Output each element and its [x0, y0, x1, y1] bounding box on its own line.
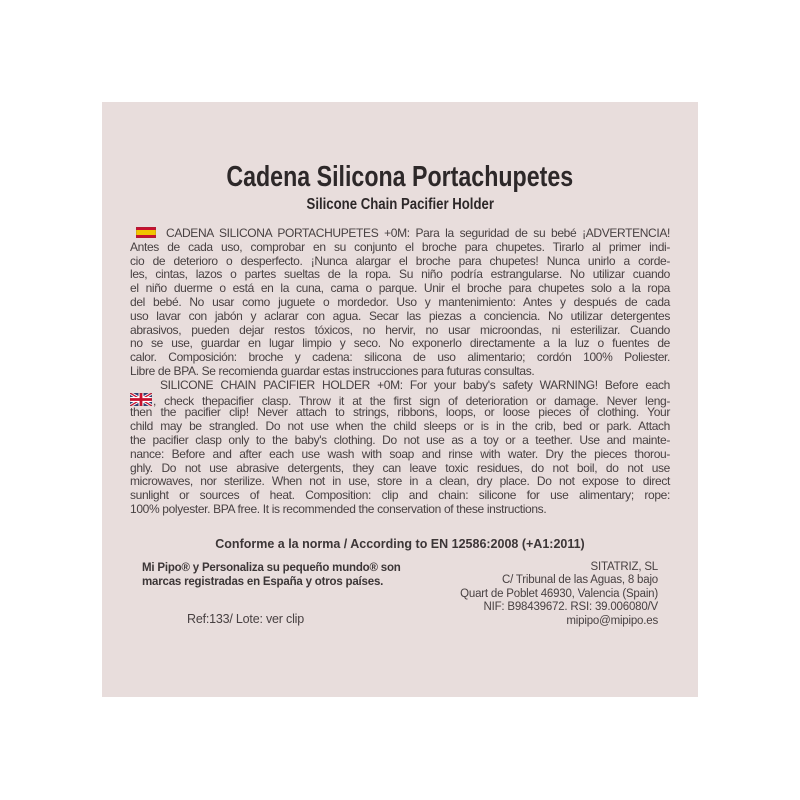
address-line: SITATRIZ, SL [590, 561, 658, 573]
body-text-segment: ghly. Do not use abrasive detergents, they can leave toxic residues, do not boil, do not use [130, 460, 670, 475]
body-text-line [130, 365, 670, 379]
address-line: mipipo@mipipo.es [566, 614, 658, 627]
trademark-line: Mi Pipo® y Personaliza su pequeño mundo® son [142, 562, 401, 574]
body-text-line [130, 268, 670, 282]
spain-flag-icon [136, 227, 156, 238]
body-text-line [130, 310, 670, 324]
body-text-segment: child may be strangled. Do not use when the child sleeps or is in the crib, bed or park. Attach [130, 419, 670, 434]
body-text-line [130, 282, 670, 296]
body-text-segment: Libre de BPA. Se recomienda guardar estas instrucciones para futuras consultas. [130, 363, 535, 378]
body-text-segment: uso lavar con jabón y aclarar con agua. Secar las piezas a conciencia. No utilizar detergentes [130, 308, 670, 323]
body-text-segment: 100% polyester. BPA free. It is recommended the conservation of these instructions. [130, 501, 547, 516]
body-text-segment: no se use, guardar en lugar limpio y seco. No exponerlo directamente a la luz o fuentes de [130, 336, 670, 351]
body-text-line [130, 324, 670, 338]
address-line: C/ Tribunal de las Aguas, 8 bajo [502, 574, 658, 587]
body-text-segment: les, cintas, lazos o partes sueltas de la ropa. Su niño podría estrangularse. No utilizar cuando [130, 267, 670, 282]
label-panel [102, 102, 698, 697]
body-text-segment: the pacifier clasp only to the baby's clothing. Do not use as a toy or a teether. Use and mainte- [130, 432, 670, 447]
body-text-line [130, 434, 670, 448]
instructions-text [130, 227, 670, 517]
uk-flag-icon [130, 393, 152, 406]
body-text-line [130, 351, 670, 365]
body-text-segment: CADENA SILICONA PORTACHUPETES +0M: Para la seguridad de su bebé ¡ADVERTENCIA! [166, 226, 670, 240]
body-text-segment: , check thepacifier clasp. Throw it at the first sign of deterioration or damage. Never leng- [153, 393, 670, 408]
body-text-segment: el niño duerme o está en la cuna, cama o parque. Unir el broche para chupetes solo a la ropa [130, 281, 670, 296]
body-text-segment: abrasivos, pueden dejar restos tóxicos, no hervir, no usar microondas, ni esterilizar. Cuando [130, 322, 670, 337]
ref-lote-note: Ref:133/ Lote: ver clip [187, 612, 304, 626]
body-text-segment: microwaves, nor sterilize. When not in use, store in a clean, dry place. Do not expose to direct [130, 474, 670, 489]
body-text-segment: calor. Composición: broche y cadena: silicona de uso alimentario; cordón 100% Poliester. [130, 350, 670, 365]
company-address [338, 561, 658, 628]
trademark-line: marcas registradas en España y otros países. [142, 576, 384, 589]
body-text-line [130, 227, 670, 241]
body-text-segment: then the pacifier clip! Never attach to strings, ribbons, loops, or loose pieces of clothing. Your [130, 405, 670, 420]
address-line: Quart de Poblet 46930, Valencia (Spain) [460, 587, 658, 600]
body-text-segment: sunlight or sources of heat. Composition: clip and chain: silicone for use alimentary; rope: [130, 488, 670, 503]
product-title: Cadena Silicona Portachupetes [226, 161, 574, 193]
body-text-segment: cio de deterioro o desperfecto. ¡Nunca alargar el broche para chupetes! Nunca unirlo a corde- [130, 253, 670, 268]
body-text-segment: SILICONE CHAIN PACIFIER HOLDER +0M: For your baby's safety WARNING! Before each [160, 377, 670, 392]
body-text-line [130, 462, 670, 476]
body-text-segment: Antes de cada uso, comprobar en su conjunto el broche para chupetes. Tirarlo al primer indi- [130, 239, 670, 254]
body-text-line [130, 296, 670, 310]
body-text-line [130, 255, 670, 269]
body-text-line [130, 420, 670, 434]
body-text-line [130, 503, 670, 517]
product-subtitle: Silicone Chain Pacifier Holder [306, 196, 494, 213]
body-text-line [130, 489, 670, 503]
address-line: NIF: B98439672. RSI: 39.006080/V [483, 601, 658, 614]
body-text-line [130, 393, 670, 407]
body-text-line [130, 241, 670, 255]
body-text-line [130, 337, 670, 351]
body-text-segment: nance: Before and after each use wash with soap and rinse with water. Dry the pieces thorou- [130, 446, 670, 461]
body-text-segment: del bebé. No usar como juguete o mordedor. Uso y mantenimiento: Antes y después de cada [130, 294, 670, 309]
body-text-line [130, 406, 670, 420]
body-text-line [130, 379, 670, 393]
body-text-line [130, 448, 670, 462]
body-text-line [130, 475, 670, 489]
standard-conformity-note: Conforme a la norma / According to EN 12586:2008 (+A1:2011) [215, 537, 585, 551]
